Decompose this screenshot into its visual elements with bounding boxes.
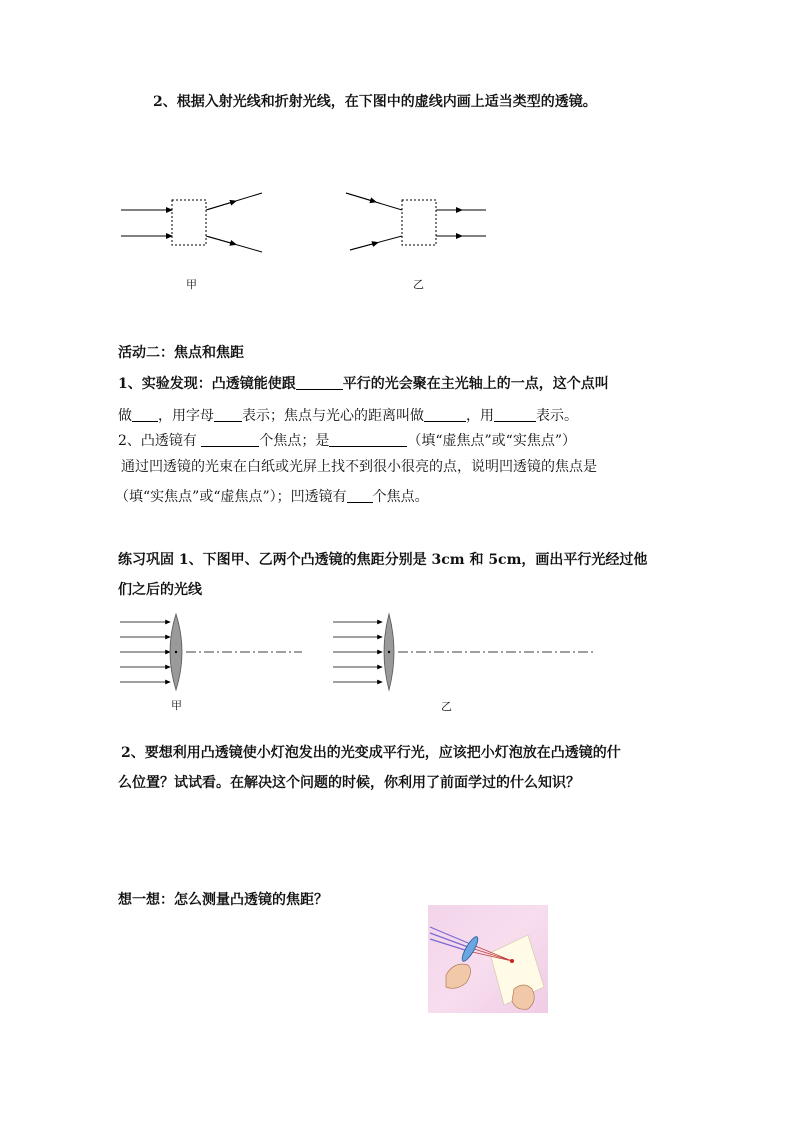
think-question: 想一想：怎么测量凸透镜的焦距？: [118, 892, 328, 908]
practice-line-1: 练习巩固 1、下图甲、乙两个凸透镜的焦距分别是 3cm 和 5cm，画出平行光经过他: [118, 552, 648, 568]
activity-2-line-4: 通过凹透镜的光束在白纸或光屏上找不到很小很亮的点，说明凹透镜的焦点是: [121, 459, 597, 475]
figure-jia-label: 甲: [186, 278, 197, 291]
question-2-title: 2、根据入射光线和折射光线，在下图中的虚线内画上适当类型的透镜。: [153, 94, 597, 110]
activity-2-line-3: 2、凸透镜有 个焦点；是 （填“虚焦点”或“实焦点”）: [118, 433, 576, 449]
convex-lens-figure: [0, 612, 794, 712]
activity-2-line-2: 做 ，用字母 表示；焦点与光心的距离叫做 ，用 表示。: [118, 408, 578, 424]
blank-focal-symbol[interactable]: [494, 407, 536, 422]
blank-focus-type[interactable]: [329, 432, 407, 447]
lens-jia-label: 甲: [171, 699, 182, 712]
blank-concave-focus-count[interactable]: [347, 488, 373, 503]
dashed-box-yi: [402, 200, 436, 245]
lens-yi-label: 乙: [441, 700, 452, 713]
lens-yi: [333, 614, 594, 690]
lens-jia: [120, 614, 302, 690]
focal-length-photo: [428, 905, 548, 1013]
figure-yi-rays: [346, 193, 486, 250]
practice-question-2-line-1: 2、要想利用凸透镜使小灯泡发出的光变成平行光，应该把小灯泡放在凸透镜的什: [121, 745, 621, 761]
figure-jia-rays: [121, 193, 262, 252]
lens-box-figure: [0, 180, 794, 300]
activity-2-line-1: 1、实验发现：凸透镜能使跟 平行的光会聚在主光轴上的一点，这个点叫: [118, 376, 609, 392]
blank-focus-name[interactable]: [132, 407, 158, 422]
blank-parallel-to[interactable]: [296, 375, 343, 390]
blank-focus-letter[interactable]: [214, 407, 242, 422]
dashed-box-jia: [172, 200, 206, 245]
activity-2-line-5: （填“实焦点”或“虚焦点”）；凹透镜有 个焦点。: [115, 489, 429, 505]
practice-question-2-line-2: 么位置？试试看。在解决这个问题的时候，你利用了前面学过的什么知识？: [118, 775, 580, 791]
practice-line-2: 们之后的光线: [118, 582, 202, 598]
activity-2-heading: 活动二：焦点和焦距: [118, 345, 244, 361]
blank-focal-length[interactable]: [424, 407, 466, 422]
blank-focus-count[interactable]: [201, 432, 259, 447]
figure-yi-label: 乙: [413, 278, 424, 291]
